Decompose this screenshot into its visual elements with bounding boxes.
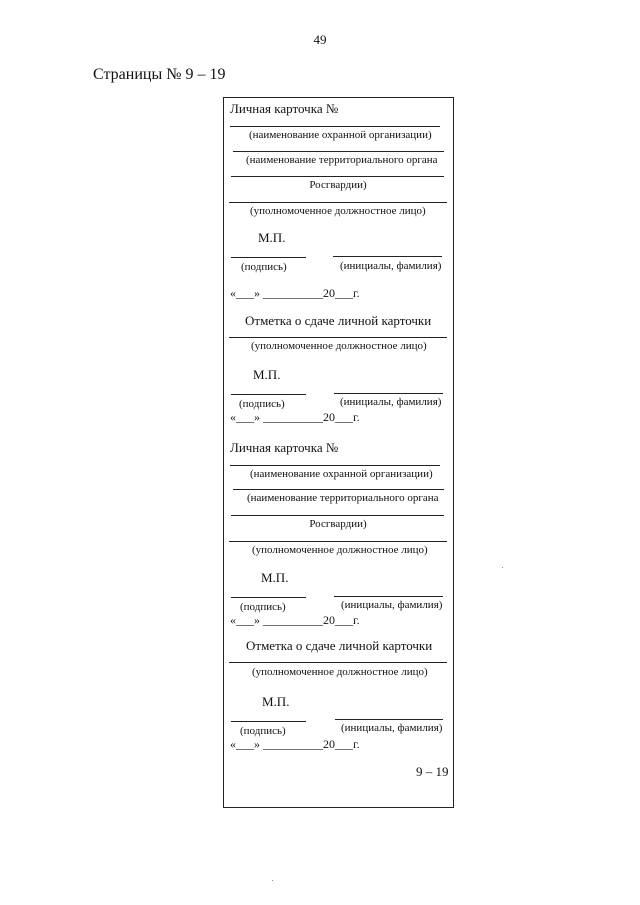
initials-line xyxy=(334,596,443,597)
card-title: Личная карточка № xyxy=(230,101,339,116)
seal-label: М.П. xyxy=(261,570,289,585)
official-line xyxy=(229,202,447,203)
org-name-caption: (наименование охранной организации) xyxy=(249,129,432,141)
pages-label: Страницы № 9 – 19 xyxy=(93,66,226,83)
page-number: 49 xyxy=(313,32,327,47)
scan-speck xyxy=(502,567,503,568)
official-caption: (уполномоченное должностное лицо) xyxy=(252,666,428,678)
seal-label: М.П. xyxy=(258,230,286,245)
initials-caption: (инициалы, фамилия) xyxy=(341,722,443,734)
card-title: Личная карточка № xyxy=(230,440,339,455)
org-name-caption: (наименование охранной организации) xyxy=(250,468,433,480)
official-line xyxy=(229,541,447,542)
territorial-org-line-2 xyxy=(231,176,444,177)
initials-caption: (инициалы, фамилия) xyxy=(340,260,442,272)
signature-caption: (подпись) xyxy=(240,725,286,737)
signature-line xyxy=(231,597,306,598)
official-line xyxy=(229,662,447,663)
territorial-org-caption-2: Росгвардии) xyxy=(309,518,367,530)
card-footer-pages: 9 – 19 xyxy=(416,764,449,779)
signature-line xyxy=(231,721,306,722)
official-caption: (уполномоченное должностное лицо) xyxy=(250,205,426,217)
official-line xyxy=(229,337,447,338)
territorial-org-line xyxy=(233,489,444,490)
date-line: «___» __________20___г. xyxy=(230,737,360,751)
territorial-org-line xyxy=(233,151,444,152)
initials-line xyxy=(334,393,443,394)
signature-line xyxy=(231,394,306,395)
initials-caption: (инициалы, фамилия) xyxy=(340,396,442,408)
org-name-line xyxy=(230,465,440,466)
territorial-org-caption: (наименование территориального органа xyxy=(247,492,439,504)
signature-caption: (подпись) xyxy=(240,601,286,613)
territorial-org-caption-2: Росгвардии) xyxy=(309,179,367,191)
return-mark-title: Отметка о сдаче личной карточки xyxy=(245,313,432,328)
date-line: «___» __________20___г. xyxy=(230,286,360,300)
date-line: «___» __________20___г. xyxy=(230,613,360,627)
org-name-line xyxy=(230,126,440,127)
initials-line xyxy=(333,256,442,257)
territorial-org-line-2 xyxy=(231,515,444,516)
signature-caption: (подпись) xyxy=(239,398,285,410)
return-mark-title: Отметка о сдаче личной карточки xyxy=(246,638,433,653)
date-line: «___» __________20___г. xyxy=(230,410,360,424)
initials-caption: (инициалы, фамилия) xyxy=(341,599,443,611)
initials-line xyxy=(335,719,443,720)
seal-label: М.П. xyxy=(253,367,281,382)
official-caption: (уполномоченное должностное лицо) xyxy=(252,544,428,556)
seal-label: М.П. xyxy=(262,694,290,709)
signature-caption: (подпись) xyxy=(241,261,287,273)
territorial-org-caption: (наименование территориального органа xyxy=(246,154,438,166)
official-caption: (уполномоченное должностное лицо) xyxy=(251,340,427,352)
scan-speck xyxy=(272,880,273,881)
signature-line xyxy=(231,257,306,258)
